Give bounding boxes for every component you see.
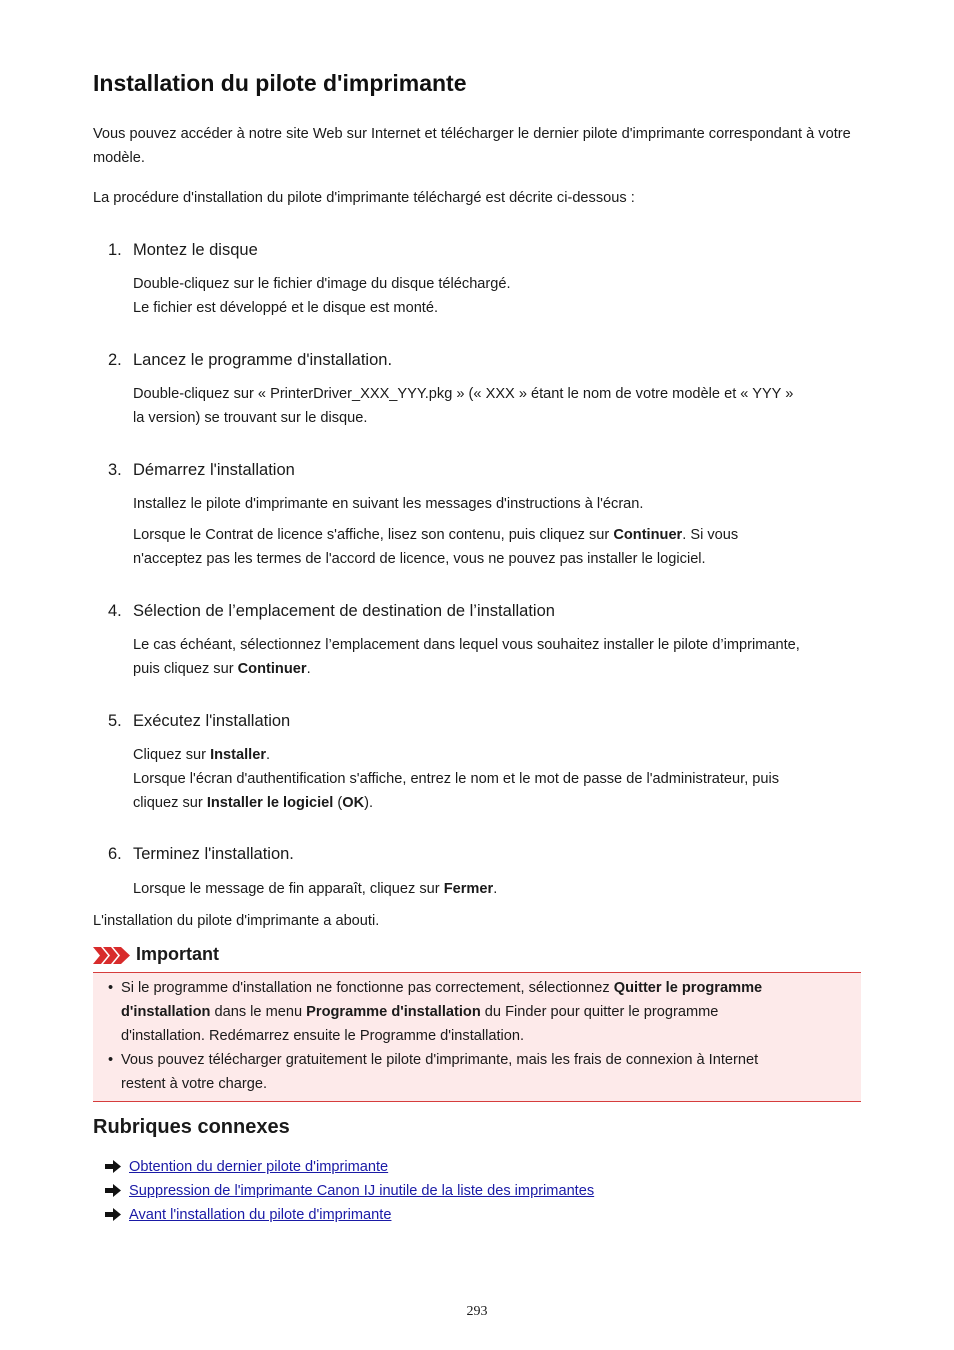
conclusion-text: L'installation du pilote d'imprimante a abouti.	[93, 913, 380, 929]
step-number: 6.	[108, 845, 122, 863]
install-ref: Installer	[210, 747, 267, 763]
page-number: 293	[466, 1304, 488, 1319]
step-6-title	[108, 843, 294, 865]
continue-ref: Continuer	[237, 661, 307, 677]
step-number: 4.	[108, 602, 122, 620]
bullet: •	[108, 980, 114, 996]
arrow-right-icon	[105, 1208, 121, 1221]
step-5-title	[108, 710, 290, 732]
important-label: Important	[136, 944, 219, 964]
arrow-right-icon	[105, 1184, 121, 1197]
important-box	[93, 972, 861, 1102]
related-topics-heading: Rubriques connexes	[93, 1116, 290, 1138]
step-title-text: Lancez le programme d'installation.	[133, 351, 393, 369]
page-title: Installation du pilote d'imprimante	[93, 70, 467, 96]
step-1-line-1: Double-cliquez sur le fichier d'image du disque téléchargé.	[133, 276, 511, 292]
ok-ref: OK	[342, 795, 365, 811]
step-title-text: Terminez l'installation.	[133, 845, 294, 863]
step-3-paragraph-2: Lorsque le Contrat de licence s'affiche, lisez son contenu, puis cliquez sur Continuer. Si vous	[133, 527, 739, 543]
continue-ref: Continuer	[613, 527, 683, 543]
step-number: 3.	[108, 461, 122, 479]
step-2-title	[108, 349, 392, 371]
step-3-paragraph-2-cont: n'acceptez pas les termes de l'accord de licence, vous ne pouvez pas installer le logiciel.	[133, 551, 706, 567]
step-5-line-3: cliquez sur Installer le logiciel (OK).	[133, 795, 374, 811]
intro-paragraph-2: La procédure d'installation du pilote d'imprimante téléchargé est décrite ci-dessous :	[93, 190, 635, 206]
step-4-title	[108, 600, 555, 622]
step-title-text: Sélection de l’emplacement de destination de l’installation	[133, 602, 555, 620]
step-5-line-2: Lorsque l'écran d'authentification s'affiche, entrez le nom et le mot de passe de l'administrateur, puis	[133, 771, 780, 787]
step-number: 1.	[108, 241, 122, 259]
step-3-paragraph-1: Installez le pilote d'imprimante en suivant les messages d'instructions à l'écran.	[133, 496, 644, 512]
step-2-line-2: la version) se trouvant sur le disque.	[133, 410, 368, 426]
step-1-line-2: Le fichier est développé et le disque est monté.	[133, 300, 439, 316]
related-link-1[interactable]: Obtention du dernier pilote d'imprimante	[129, 1159, 389, 1175]
important-item-1: • Si le programme d'installation ne fonctionne pas correctement, sélectionnez Quitter le programme d'installation dans le menu Programme d'installation du Finder pour quitter le programme d'installation. Redémarrez ensuite le Programme d'installation.	[121, 976, 841, 1048]
close-ref: Fermer	[443, 881, 494, 897]
step-number: 5.	[108, 712, 122, 730]
intro-paragraph-1: Vous pouvez accéder à notre site Web sur Internet et télécharger le dernier pilote d'imprimante correspondant à votre modèle.	[93, 126, 851, 166]
step-2-line-1: Double-cliquez sur « PrinterDriver_XXX_YYY.pkg » (« XXX » étant le nom de votre modèle et « YYY »	[133, 386, 794, 402]
step-title-text: Démarrez l'installation	[133, 461, 295, 479]
arrow-right-icon	[105, 1160, 121, 1173]
step-4-line-1: Le cas échéant, sélectionnez l’emplacement dans lequel vous souhaitez installer le pilote d’imprimante,	[133, 637, 800, 653]
important-header	[93, 943, 861, 969]
step-number: 2.	[108, 351, 122, 369]
related-link-3[interactable]: Avant l'installation du pilote d'imprimante	[129, 1207, 392, 1223]
step-4-line-2: puis cliquez sur Continuer.	[133, 661, 311, 677]
related-link-2[interactable]: Suppression de l'imprimante Canon IJ inutile de la liste des imprimantes	[129, 1183, 595, 1199]
step-title-text: Exécutez l'installation	[133, 712, 291, 730]
install-software-ref: Installer le logiciel	[206, 795, 334, 811]
step-title-text: Montez le disque	[133, 241, 258, 259]
step-3-title	[108, 459, 295, 481]
step-6-line-1: Lorsque le message de fin apparaît, cliquez sur Fermer.	[133, 881, 498, 897]
important-flag-icon	[93, 947, 131, 964]
important-item-2: • Vous pouvez télécharger gratuitement le pilote d'imprimante, mais les frais de connexion à Internet restent à votre charge.	[121, 1048, 841, 1096]
bullet: •	[108, 1052, 114, 1068]
step-1-title	[108, 239, 258, 261]
step-5-line-1: Cliquez sur Installer.	[133, 747, 271, 763]
